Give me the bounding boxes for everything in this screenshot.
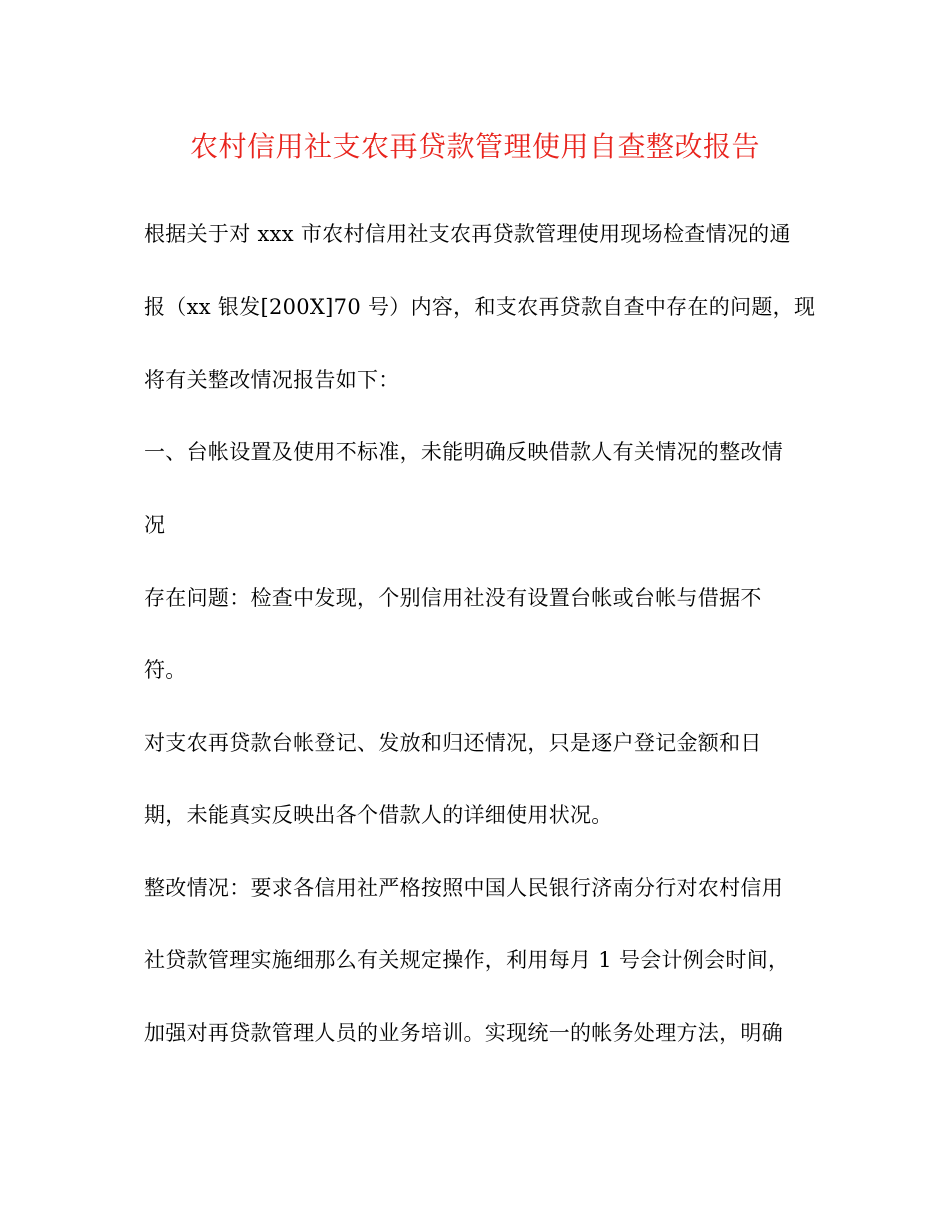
body-line-12: 加强对再贷款管理人员的业务培训。实现统一的帐务处理方法，明确 <box>144 1021 783 1045</box>
body-line-7: 符。 <box>144 658 187 682</box>
body-line-6: 存在问题：检查中发现，个别信用社没有设置台帐或台帐与借据不 <box>144 586 762 610</box>
section-heading-1: 一、台帐设置及使用不标准，未能明确反映借款人有关情况的整改情 <box>144 440 783 464</box>
body-line-3: 将有关整改情况报告如下： <box>144 368 400 392</box>
body-line-10: 整改情况：要求各信用社严格按照中国人民银行济南分行对农村信用 <box>144 876 783 900</box>
body-line-8: 对支农再贷款台帐登记、发放和归还情况，只是逐户登记金额和日 <box>144 731 762 755</box>
body-line-9: 期，未能真实反映出各个借款人的详细使用状况。 <box>144 803 613 827</box>
body-line-2: 报（xx 银发[200X]70 号）内容，和支农再贷款自查中存在的问题，现 <box>144 295 816 319</box>
body-line-1: 根据关于对 xxx 市农村信用社支农再贷款管理使用现场检查情况的通 <box>144 222 791 246</box>
section-heading-1-cont: 况 <box>144 513 166 537</box>
body-line-11: 社贷款管理实施细那么有关规定操作，利用每月 1 号会计例会时间， <box>144 948 790 972</box>
document-title: 农村信用社支农再贷款管理使用自查整改报告 <box>189 130 760 163</box>
